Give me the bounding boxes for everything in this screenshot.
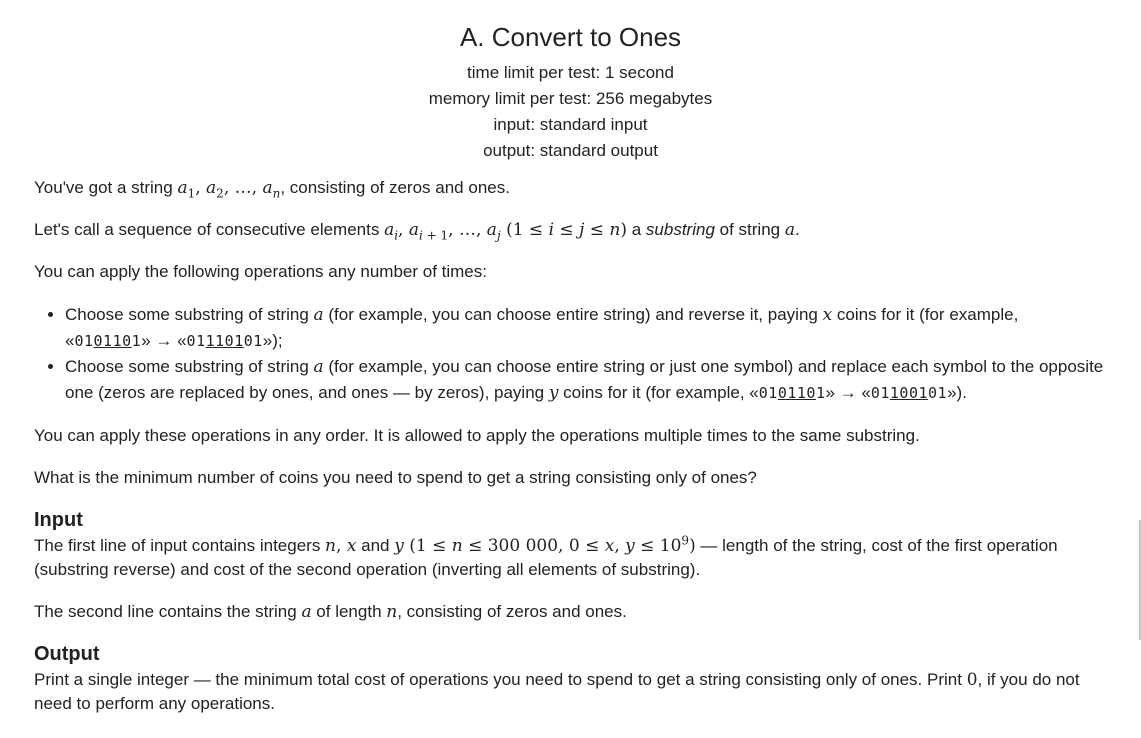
statement-paragraph-1: You've got a string $a_1$, $a_2$, …, $a_n$, consisting of zeros and ones. <box>34 178 510 201</box>
memory-limit: memory limit per test: 256 megabytes <box>428 89 713 108</box>
output-section-title: Output <box>34 643 100 665</box>
statement-paragraph-4: You can apply these operations in any order. It is allowed to apply the operations multiple times to the same substring. <box>34 426 920 445</box>
statement-paragraph-3: You can apply the following operations any number of times: <box>34 262 487 281</box>
operation-invert: • Choose some substring of string a (for example, you can choose entire string or just one symbol) and replace each symbol to the opposite one (zeros are replaced by ones, and ones — by zeros), paying y coins for it (for example, «0101101» → «01100101»). <box>65 354 1107 406</box>
statement-paragraph-5: What is the minimum number of coins you need to spend to get a string consisting only of ones? <box>34 468 757 487</box>
output-spec: output: standard output <box>483 141 658 160</box>
input-line-2: The second line contains the string a of length n, consisting of zeros and ones. <box>34 602 627 622</box>
input-spec: input: standard input <box>493 115 648 134</box>
time-limit: time limit per test: 1 second <box>467 63 674 82</box>
operations-list <box>34 302 1107 406</box>
input-line-1: The first line of input contains integers n, x and y (1 ≤ n ≤ 300 000, 0 ≤ x, $y \le 10^9$) — length of the string, cost of the first operation (substring reverse) and cost of the second operation (inverting all elements of substring). <box>34 533 1058 579</box>
problem-statement <box>0 164 1141 716</box>
input-section-title: Input <box>34 509 83 531</box>
output-description: Print a single integer — the minimum total cost of operations you need to spend to get a string consisting only of ones. Print 0, if you do not need to perform any operations. <box>34 670 1080 713</box>
statement-paragraph-2: Let's call a sequence of consecutive elements $a_i$, $a_{i + 1}$, …, $a_j$ (1 ≤ i ≤ j ≤ n) a substring of string a. <box>34 220 800 243</box>
problem-title: A. Convert to Ones <box>459 22 682 52</box>
operation-reverse: • Choose some substring of string a (for example, you can choose entire string) and reverse it, paying x coins for it (for example, «0101101» → «01110101»); <box>65 302 1107 354</box>
problem-header <box>0 0 1141 164</box>
